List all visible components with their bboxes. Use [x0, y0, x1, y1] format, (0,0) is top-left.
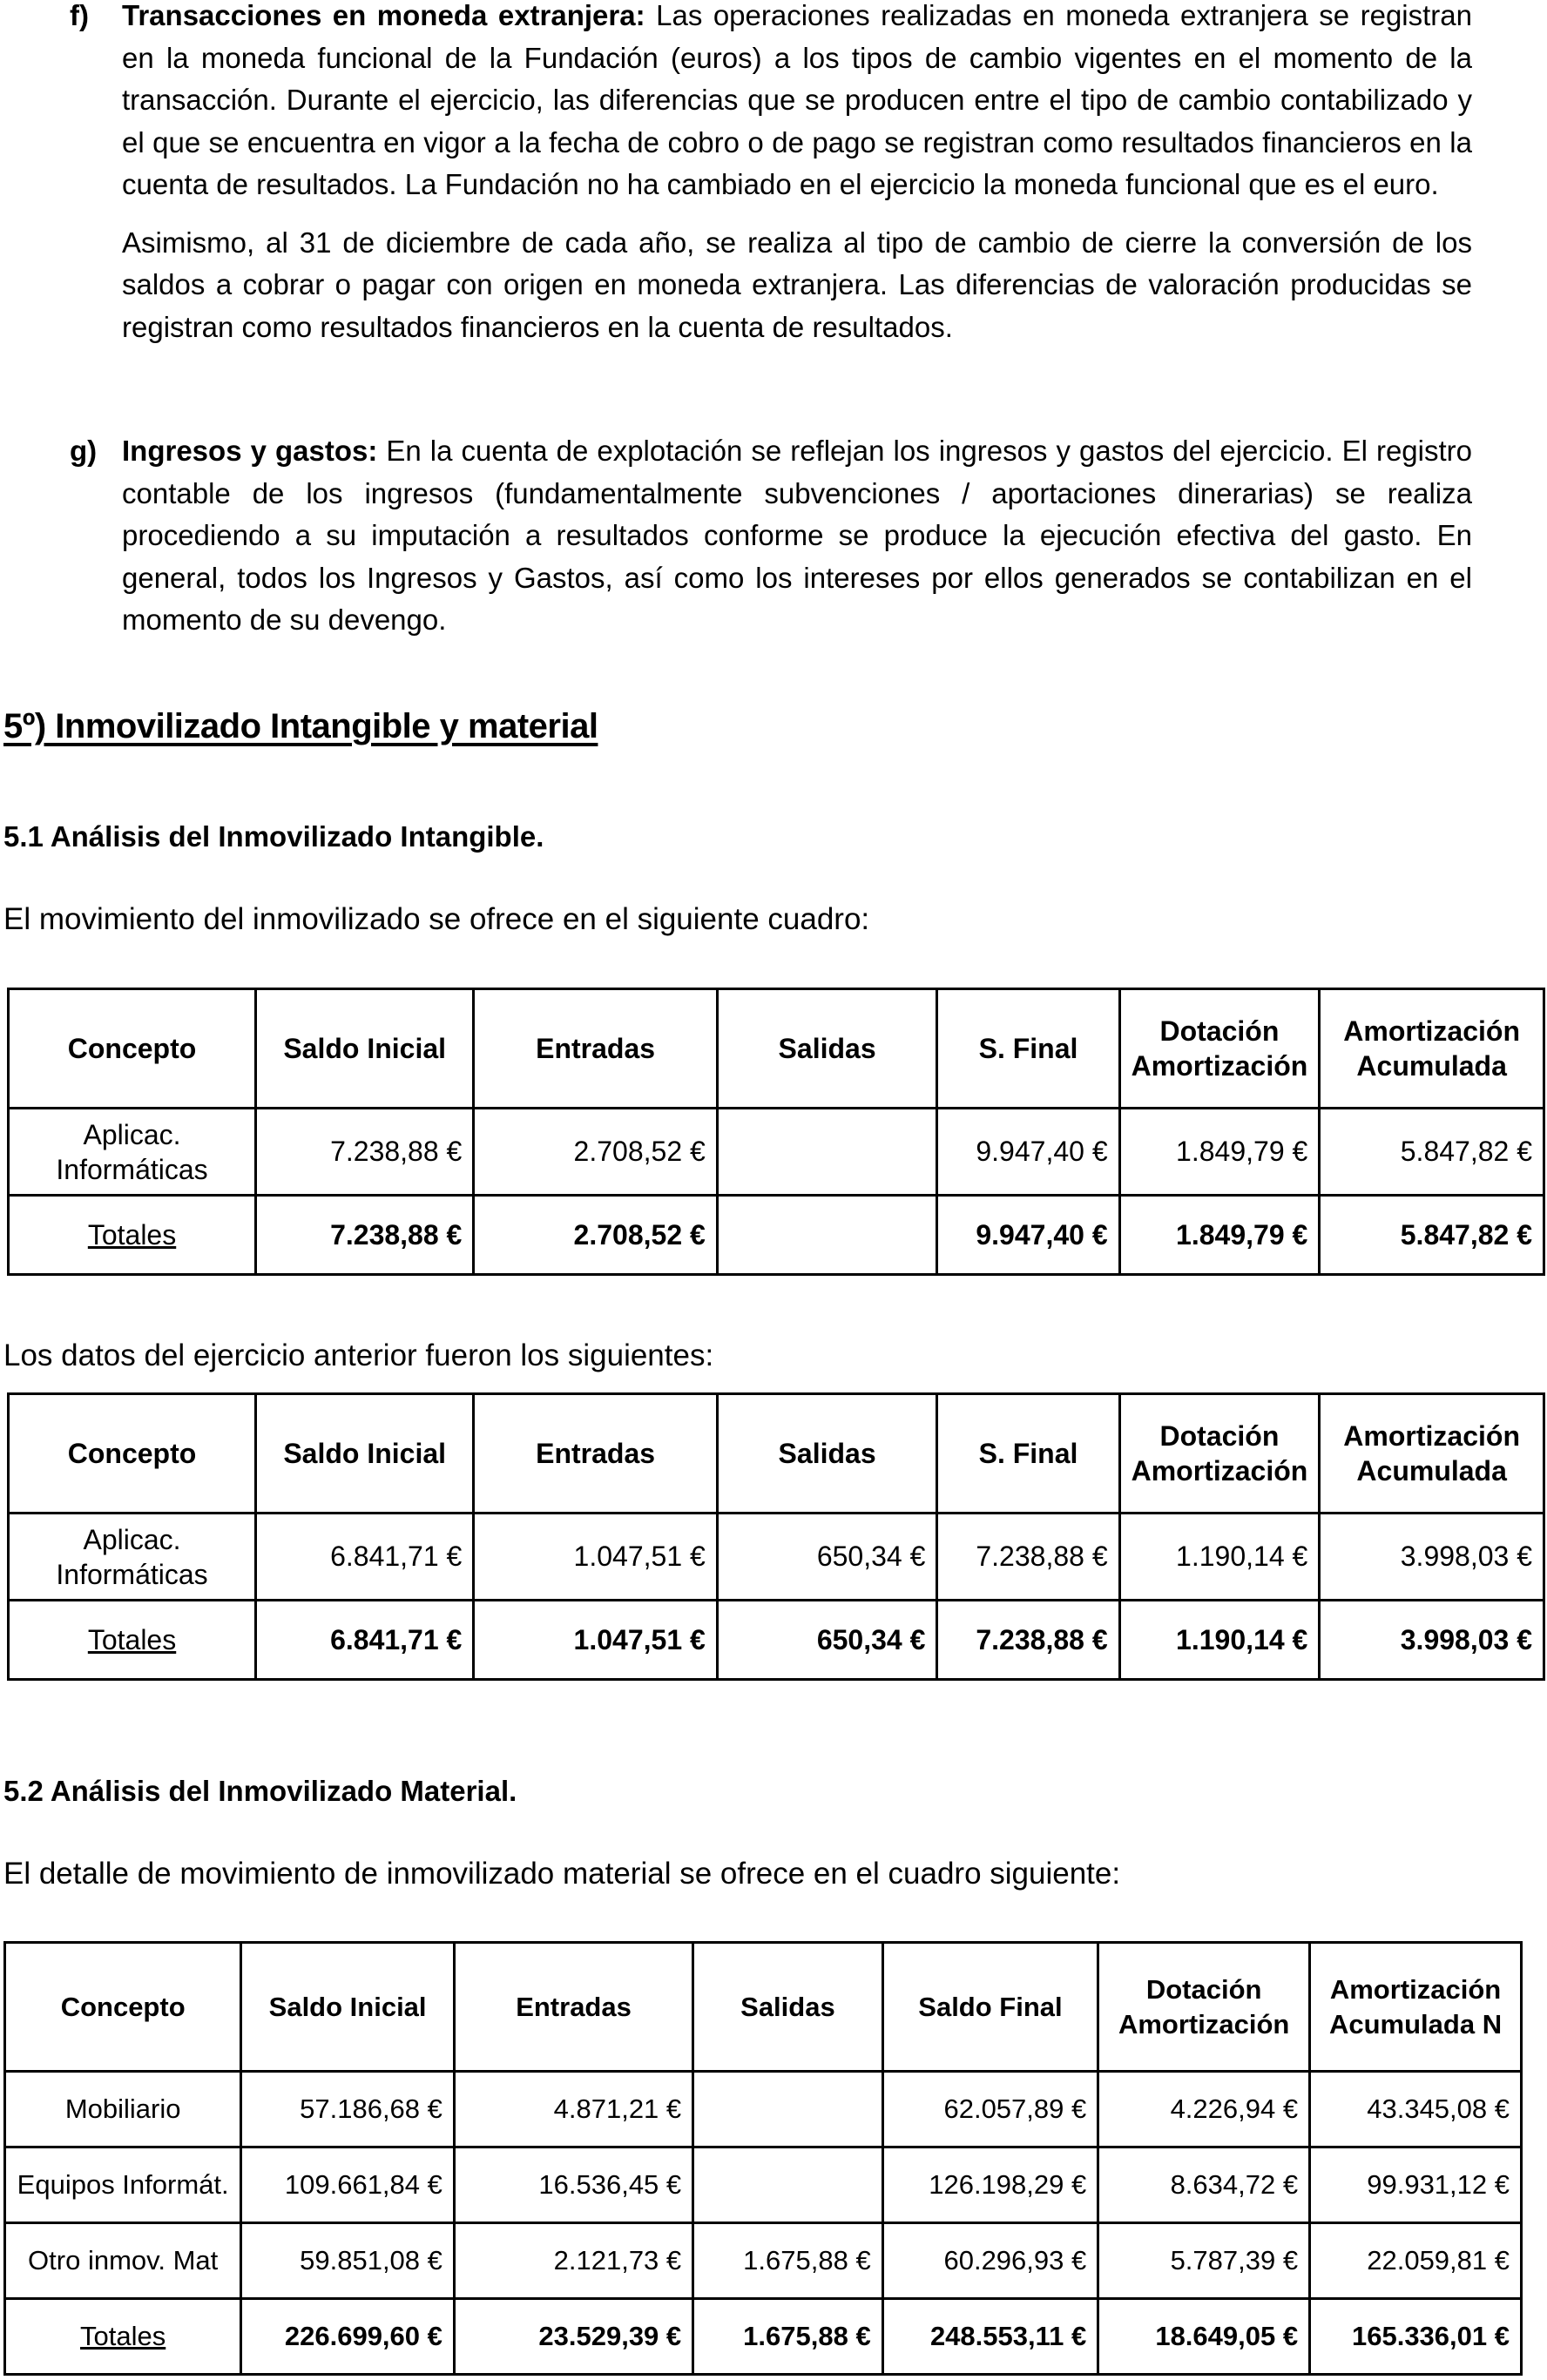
cell-saldo-inicial: 7.238,88 € — [256, 1196, 474, 1275]
item-body — [122, 430, 1472, 642]
table-header-row — [9, 989, 1544, 1109]
cell-saldo-final: 7.238,88 € — [937, 1514, 1119, 1601]
cell-saldo-final: 126.198,29 € — [882, 2147, 1098, 2223]
column-header: Dotación Amortización — [1119, 989, 1320, 1109]
cell-saldo-final: 62.057,89 € — [882, 2072, 1098, 2147]
cell-dotacion: 18.649,05 € — [1098, 2299, 1310, 2375]
cell-salidas — [717, 1196, 937, 1275]
table-header-row — [9, 1394, 1544, 1514]
cell-saldo-final: 9.947,40 € — [937, 1196, 1119, 1275]
cell-salidas — [717, 1109, 937, 1196]
column-header: Salidas — [693, 1943, 883, 2072]
cell-acumulada: 5.847,82 € — [1320, 1109, 1544, 1196]
cell-entradas: 1.047,51 € — [474, 1514, 717, 1601]
column-header: Dotación Amortización — [1098, 1943, 1310, 2072]
cell-concepto: Aplicac. Informáticas — [9, 1109, 256, 1196]
intangible-previous-table — [7, 1392, 1545, 1681]
item-lead: Transacciones en moneda extranjera: — [122, 0, 645, 31]
item-lead: Ingresos y gastos: — [122, 435, 378, 467]
cell-entradas: 1.047,51 € — [474, 1601, 717, 1680]
cell-entradas: 2.708,52 € — [474, 1109, 717, 1196]
cell-salidas: 650,34 € — [717, 1601, 937, 1680]
item-marker: f) — [70, 0, 89, 31]
cell-dotacion: 1.849,79 € — [1119, 1109, 1320, 1196]
cell-acumulada: 3.998,03 € — [1320, 1514, 1544, 1601]
table-row — [5, 2072, 1522, 2147]
cell-dotacion: 4.226,94 € — [1098, 2072, 1310, 2147]
column-header: Saldo Inicial — [241, 1943, 455, 2072]
column-header: Salidas — [717, 1394, 937, 1514]
cell-salidas: 1.675,88 € — [693, 2299, 883, 2375]
cell-saldo-final: 9.947,40 € — [937, 1109, 1119, 1196]
table-row — [9, 1514, 1544, 1601]
column-header: Amortización Acumulada — [1320, 1394, 1544, 1514]
table-row — [5, 2147, 1522, 2223]
item-text: En la cuenta de explotación se reflejan los ingresos y gastos del ejercicio. El registro contable de los ingresos (fundamentalmente subvenciones / aportaciones dinerarias) se realiza procediendo a su imputación a resultados conforme se produce la ejecución efectiva del gasto. En general, todos los Ingresos y Gastos, así como los intereses por ellos generados se contabilizan en el momento de su devengo. — [122, 435, 1472, 636]
cell-saldo-inicial: 57.186,68 € — [241, 2072, 455, 2147]
table-totals-row — [9, 1196, 1544, 1275]
cell-acumulada: 165.336,01 € — [1310, 2299, 1522, 2375]
cell-acumulada: 5.847,82 € — [1320, 1196, 1544, 1275]
column-header: Entradas — [474, 1394, 717, 1514]
cell-salidas — [693, 2072, 883, 2147]
column-header: S. Final — [937, 1394, 1119, 1514]
column-header: Saldo Inicial — [256, 1394, 474, 1514]
list-item-f — [0, 0, 1472, 348]
column-header: Saldo Inicial — [256, 989, 474, 1109]
cell-entradas: 2.121,73 € — [454, 2223, 692, 2299]
cell-saldo-final: 248.553,11 € — [882, 2299, 1098, 2375]
column-header: Entradas — [454, 1943, 692, 2072]
table-totals-row — [5, 2299, 1522, 2375]
column-header: S. Final — [937, 989, 1119, 1109]
column-header: Concepto — [9, 989, 256, 1109]
column-header: Saldo Final — [882, 1943, 1098, 2072]
cell-acumulada: 22.059,81 € — [1310, 2223, 1522, 2299]
cell-entradas: 16.536,45 € — [454, 2147, 692, 2223]
item-marker: g) — [70, 435, 98, 467]
cell-acumulada: 99.931,12 € — [1310, 2147, 1522, 2223]
cell-dotacion: 1.190,14 € — [1119, 1601, 1320, 1680]
cell-concepto: Otro inmov. Mat — [5, 2223, 241, 2299]
cell-acumulada: 43.345,08 € — [1310, 2072, 1522, 2147]
item-text: Las operaciones realizadas en moneda extranjera se registran en la moneda funcional de la Fundación (euros) a los tipos de cambio vigentes en el momento de la transacción. Durante el ejercicio, las diferencias que se producen entre el tipo de cambio contabilizado y el que se encuentra en vigor a la fecha de cobro o de pago se registran como resultados financieros en la cuenta de resultados. La Fundación no ha cambiado en el ejercicio la moneda funcional que es el euro. — [122, 0, 1472, 200]
cell-saldo-inicial: 226.699,60 € — [241, 2299, 455, 2375]
cell-salidas: 650,34 € — [717, 1514, 937, 1601]
cell-acumulada: 3.998,03 € — [1320, 1601, 1544, 1680]
table-header-row — [5, 1943, 1522, 2072]
cell-entradas: 23.529,39 € — [454, 2299, 692, 2375]
table-row — [9, 1109, 1544, 1196]
item-paragraph — [122, 430, 1472, 642]
cell-entradas: 2.708,52 € — [474, 1196, 717, 1275]
table-intro-previous: Los datos del ejercicio anterior fueron los siguientes: — [3, 1338, 714, 1372]
column-header: Amortización Acumulada N — [1310, 1943, 1522, 2072]
table-row — [5, 2223, 1522, 2299]
column-header: Dotación Amortización — [1119, 1394, 1320, 1514]
item-body — [122, 0, 1472, 348]
cell-dotacion: 1.849,79 € — [1119, 1196, 1320, 1275]
cell-concepto: Totales — [9, 1601, 256, 1680]
section-heading: 5º) Inmovilizado Intangible y material — [3, 707, 598, 745]
table-totals-row — [9, 1601, 1544, 1680]
cell-concepto: Equipos Informát. — [5, 2147, 241, 2223]
column-header: Entradas — [474, 989, 717, 1109]
subsection-heading-material: 5.2 Análisis del Inmovilizado Material. — [3, 1775, 517, 1807]
cell-saldo-inicial: 6.841,71 € — [256, 1514, 474, 1601]
cell-concepto: Aplicac. Informáticas — [9, 1514, 256, 1601]
cell-entradas: 4.871,21 € — [454, 2072, 692, 2147]
cell-concepto: Totales — [5, 2299, 241, 2375]
cell-salidas: 1.675,88 € — [693, 2223, 883, 2299]
cell-saldo-inicial: 6.841,71 € — [256, 1601, 474, 1680]
cell-dotacion: 1.190,14 € — [1119, 1514, 1320, 1601]
cell-saldo-inicial: 7.238,88 € — [256, 1109, 474, 1196]
column-header: Amortización Acumulada — [1320, 989, 1544, 1109]
subsection-heading-intangible: 5.1 Análisis del Inmovilizado Intangible. — [3, 820, 544, 853]
column-header: Concepto — [9, 1394, 256, 1514]
item-paragraph-2: Asimismo, al 31 de diciembre de cada año, se realiza al tipo de cambio de cierre la conversión de los saldos a cobrar o pagar con origen en moneda extranjera. Las diferencias de valoración producidas se registran como resultados financieros en la cuenta de resultados. — [122, 226, 1472, 343]
cell-concepto: Mobiliario — [5, 2072, 241, 2147]
cell-dotacion: 8.634,72 € — [1098, 2147, 1310, 2223]
material-table — [3, 1941, 1523, 2376]
cell-concepto: Totales — [9, 1196, 256, 1275]
cell-saldo-inicial: 59.851,08 € — [241, 2223, 455, 2299]
list-item-g — [0, 430, 1472, 642]
table-intro-current: El movimiento del inmovilizado se ofrece en el siguiente cuadro: — [3, 902, 870, 936]
table-intro-material: El detalle de movimiento de inmovilizado material se ofrece en el cuadro siguiente: — [3, 1857, 1121, 1891]
item-paragraph — [122, 0, 1472, 206]
column-header: Salidas — [717, 989, 937, 1109]
cell-saldo-inicial: 109.661,84 € — [241, 2147, 455, 2223]
cell-salidas — [693, 2147, 883, 2223]
intangible-current-table — [7, 988, 1545, 1276]
column-header: Concepto — [5, 1943, 241, 2072]
cell-saldo-final: 7.238,88 € — [937, 1601, 1119, 1680]
cell-dotacion: 5.787,39 € — [1098, 2223, 1310, 2299]
cell-saldo-final: 60.296,93 € — [882, 2223, 1098, 2299]
